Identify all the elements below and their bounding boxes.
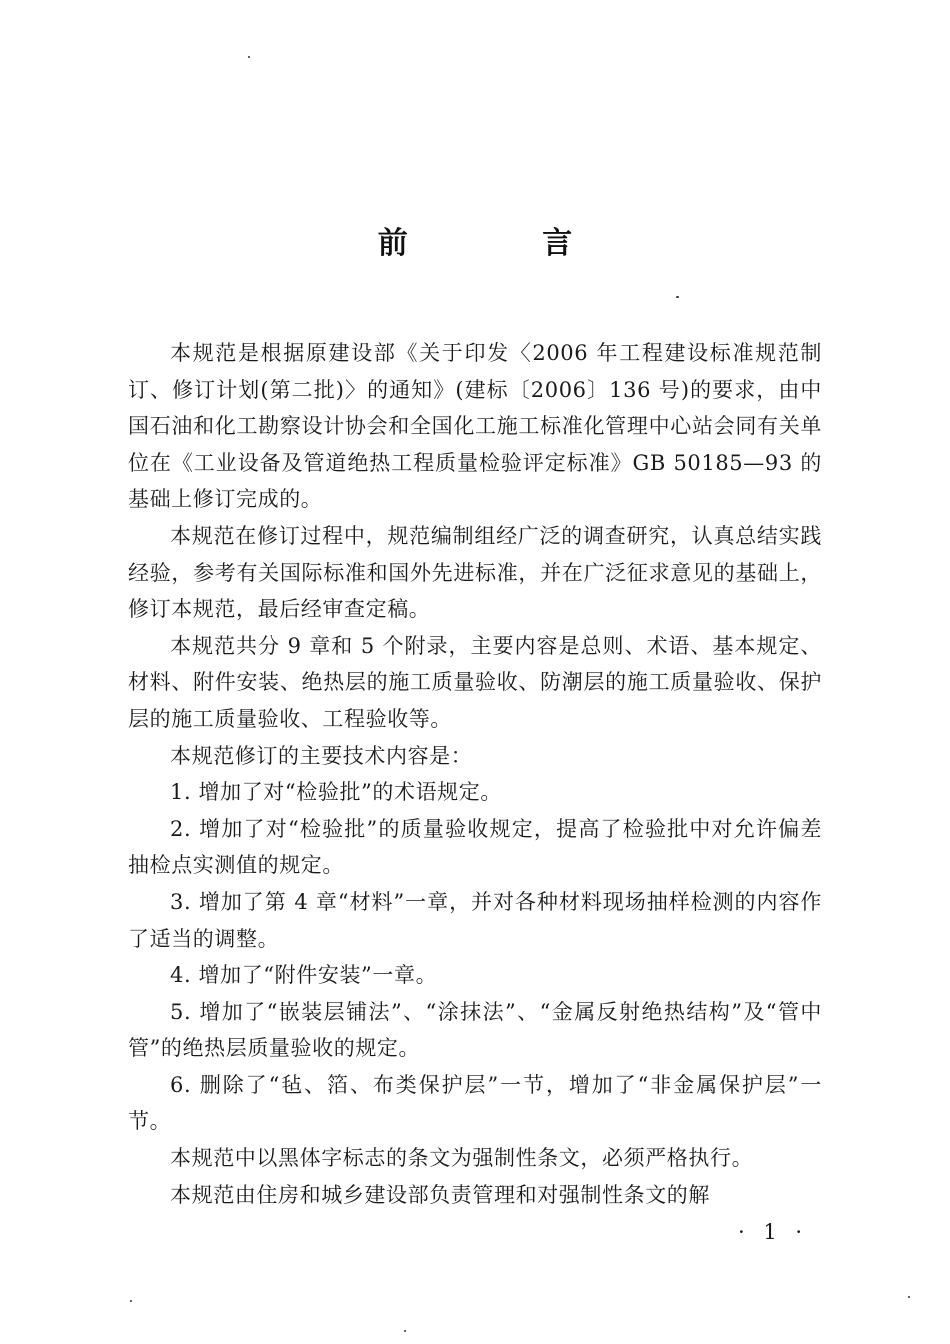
paragraph: 本规范是根据原建设部《关于印发〈2006 年工程建设标准规范制订、修订计划(第二批)〉的通知》(建标〔2006〕136 号)的要求，由中国石油和化工勘察设计协会和全国化工施工标准化管理中心站会同有关单位在《工业设备及管道绝热工程质量检验评定标准》GB 50185—93 的基础上修订完成的。 [128, 341, 822, 512]
scan-speck [404, 1330, 406, 1332]
list-item: 1. 增加了对“检验批”的术语规定。 [170, 780, 502, 805]
scan-speck [130, 1300, 132, 1302]
body-text [128, 335, 822, 1213]
scan-speck [908, 1296, 910, 1298]
paragraph: 本规范修订的主要技术内容是： [170, 743, 473, 768]
paragraph: 本规范中以黑体字标志的条文为强制性条文，必须严格执行。 [170, 1146, 754, 1171]
page-number: · 1 · [738, 1220, 809, 1244]
paragraph: 本规范由住房和城乡建设部负责管理和对强制性条文的解 [170, 1182, 710, 1207]
scan-speck [676, 296, 679, 298]
scan-speck [248, 56, 250, 58]
list-item: 6. 删除了“毡、箔、布类保护层”一节，增加了“非金属保护层”一节。 [128, 1072, 822, 1134]
paragraph: 本规范共分 9 章和 5 个附录，主要内容是总则、术语、基本规定、材料、附件安装、绝热层的施工质量验收、防潮层的施工质量验收、保护层的施工质量验收、工程验收等。 [128, 633, 822, 731]
paragraph: 本规范在修订过程中，规范编制组经广泛的调查研究，认真总结实践经验，参考有关国际标准和国外先进标准，并在广泛征求意见的基础上，修订本规范，最后经审查定稿。 [128, 523, 822, 622]
list-item: 4. 增加了“附件安装”一章。 [170, 963, 438, 988]
list-item: 5. 增加了“嵌装层铺法”、“涂抹法”、“金属反射绝热结构”及“管中管”的绝热层质量验收的规定。 [128, 999, 822, 1061]
page-title: 前 言 [377, 226, 635, 261]
list-item: 2. 增加了对“检验批”的质量验收规定，提高了检验批中对允许偏差抽检点实测值的规定。 [128, 816, 822, 878]
list-item: 3. 增加了第 4 章“材料”一章，并对各种材料现场抽样检测的内容作了适当的调整。 [128, 889, 822, 951]
